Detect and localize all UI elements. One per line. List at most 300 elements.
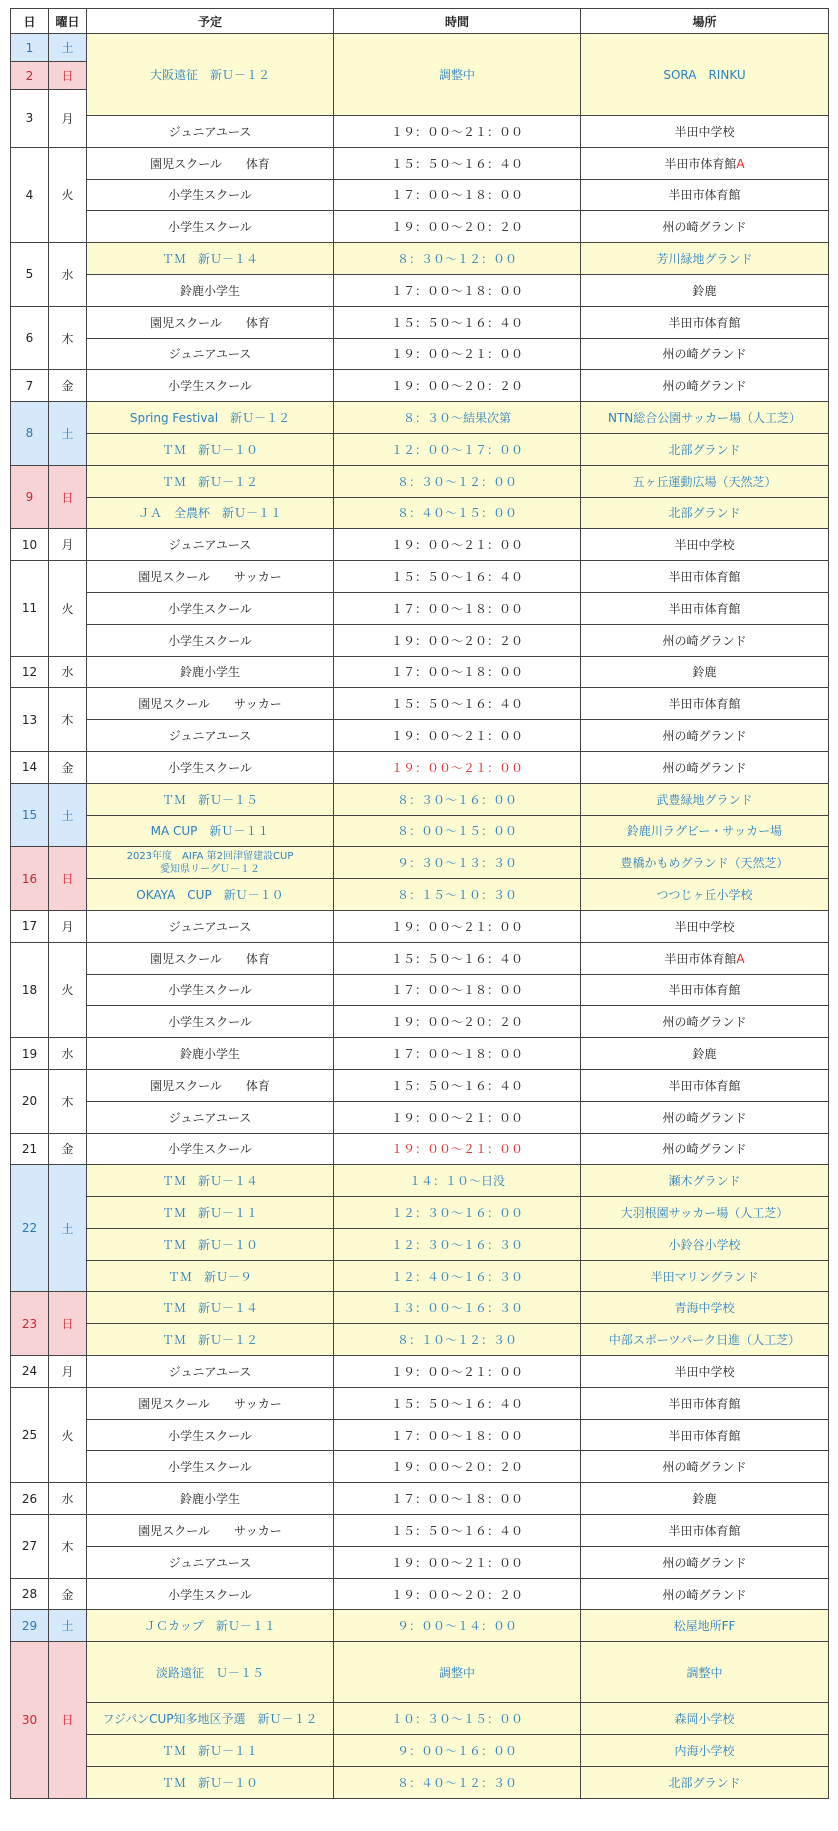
event-cell: ＴＭ 新Ｕ－１０ [87,1766,334,1798]
place-name: 半田市体育館 [668,1523,741,1538]
place-name: 州の崎グランド [662,347,747,362]
table-row [11,338,829,370]
place-name: 鈴鹿 [692,1492,717,1507]
event-cell: ジュニアユース [87,1101,334,1133]
weekday-cell: 木 [49,688,87,752]
event-cell: 小学生スクール [87,370,334,402]
day-cell: 15 [11,783,49,847]
event-cell: 小学生スクール [87,1578,334,1610]
day-cell: 14 [11,751,49,783]
place-cell [581,942,829,974]
weekday-cell: 月 [49,90,87,148]
table-row [11,1069,829,1101]
weekday-cell: 月 [49,910,87,942]
day-cell: 25 [11,1387,49,1482]
place-cell [581,1038,829,1070]
time-cell: １９：００～２１：００ [334,1101,581,1133]
place-cell [581,688,829,720]
place-cell [581,1292,829,1324]
time-cell: １７：００～１８：００ [334,656,581,688]
day-cell: 17 [11,910,49,942]
time-cell: １７：００～１８：００ [334,974,581,1006]
table-row [11,656,829,688]
time-cell: １２：３０～１６：００ [334,1197,581,1229]
table-row [11,592,829,624]
day-cell: 6 [11,306,49,370]
weekday-cell: 水 [49,656,87,688]
table-row [11,815,829,847]
place-cell [581,1260,829,1292]
place-name: NTN総合公園サッカー場（人工芝） [607,411,802,426]
table-row [11,1101,829,1133]
table-row [11,1515,829,1547]
table-row [11,243,829,275]
place-cell [581,1101,829,1133]
table-row [11,1735,829,1767]
time-cell: ９：３０～１３：３０ [334,847,581,879]
day-cell: 5 [11,243,49,307]
day-cell: 4 [11,147,49,242]
place-name: 内海小学校 [674,1743,735,1758]
place-name: 半田中学校 [674,538,735,553]
place-name: つつじヶ丘小学校 [656,888,753,903]
place-name: 半田市体育館 [668,601,741,616]
table-row [11,1578,829,1610]
table-row [11,370,829,402]
table-row [11,942,829,974]
place-name: 小鈴谷小学校 [668,1237,741,1252]
place-name: 州の崎グランド [662,1142,747,1157]
place-cell [581,497,829,529]
table-row [11,1546,829,1578]
day-cell: 23 [11,1292,49,1356]
table-row [11,1133,829,1165]
time-cell: １９：００～２１：００ [334,720,581,752]
place-cell [581,1006,829,1038]
table-row [11,1766,829,1798]
place-name: 半田市体育館 [668,570,741,585]
place-cell [581,179,829,211]
table-row [11,783,829,815]
place-name: 半田市体育館 [668,315,741,330]
time-cell: ８：３０～結果次第 [334,402,581,434]
time-cell: １９：００～２０：２０ [334,1006,581,1038]
table-row [11,624,829,656]
table-row [11,1642,829,1703]
time-cell: １９：００～２１：００ [334,1356,581,1388]
table-row [11,529,829,561]
table-row [11,1038,829,1070]
table-row [11,1451,829,1483]
table-row [11,1356,829,1388]
place-name: 松屋地所FF [673,1619,736,1634]
place-name: 半田マリングランド [650,1269,759,1284]
time-cell: １９：００～２０：２０ [334,1578,581,1610]
time-cell: ８：３０～１２：００ [334,465,581,497]
event-cell: ＴＭ 新Ｕ－１４ [87,1292,334,1324]
day-cell: 7 [11,370,49,402]
table-row [11,1165,829,1197]
place-name: 五ヶ丘運動広場（天然芝） [632,474,777,489]
day-cell: 27 [11,1515,49,1579]
event-cell: 大阪遠征 新Ｕ－１２ [87,34,334,116]
table-row [11,179,829,211]
place-cell [581,1451,829,1483]
event-cell: ＴＭ 新Ｕ－１５ [87,783,334,815]
place-cell [581,1483,829,1515]
place-cell [581,1324,829,1356]
time-cell: １７：００～１８：００ [334,274,581,306]
time-cell: ９：００～１４：００ [334,1610,581,1642]
weekday-cell: 木 [49,1515,87,1579]
header-place: 場所 [581,9,829,34]
time-cell: １９：００～２０：２０ [334,211,581,243]
table-row [11,751,829,783]
event-cell [87,847,334,879]
day-cell: 13 [11,688,49,752]
event-cell: ジュニアユース [87,1356,334,1388]
weekday-cell: 水 [49,243,87,307]
table-row [11,1387,829,1419]
header-weekday: 曜日 [49,9,87,34]
place-cell [581,1069,829,1101]
schedule-body [11,34,829,1799]
place-name: SORA RINKU [663,68,746,82]
table-row [11,847,829,879]
table-row [11,211,829,243]
place-name: 鈴鹿 [692,283,717,298]
time-cell: １９：００～２１：００ [334,1546,581,1578]
event-cell: ＴＭ 新Ｕ－１１ [87,1197,334,1229]
table-row [11,720,829,752]
event-cell: ジュニアユース [87,910,334,942]
place-cell [581,624,829,656]
place-cell [581,561,829,593]
time-cell: １５：５０～１６：４０ [334,306,581,338]
event-cell: 園児スクール 体育 [87,942,334,974]
place-name: 半田市体育館 [668,1428,741,1443]
header-row [11,9,829,34]
place-mark: A [736,951,745,966]
time-cell: １０：３０～１５：００ [334,1703,581,1735]
day-cell: 3 [11,90,49,148]
place-name: 州の崎グランド [662,379,747,394]
table-row [11,465,829,497]
table-row [11,688,829,720]
table-row [11,497,829,529]
header-day: 日 [11,9,49,34]
event-cell: 園児スクール 体育 [87,1069,334,1101]
event-cell: 園児スクール サッカー [87,561,334,593]
place-name: 州の崎グランド [662,1460,747,1475]
place-name: 瀬木グランド [668,1174,741,1189]
time-cell: ８：００～１５：００ [334,815,581,847]
event-cell: 園児スクール 体育 [87,306,334,338]
time-cell: ８：３０～１２：００ [334,243,581,275]
event-cell: フジパンCUP知多地区予選 新Ｕ－１２ [87,1703,334,1735]
place-name: 半田市体育館 [664,951,737,966]
time-cell: １４：１０～日没 [334,1165,581,1197]
place-cell [581,1546,829,1578]
time-cell: １９：００～２１：００ [334,116,581,148]
time-cell: １７：００～１８：００ [334,179,581,211]
table-row [11,1197,829,1229]
event-cell: ＴＭ 新Ｕ－１２ [87,465,334,497]
table-row [11,1228,829,1260]
day-cell: 18 [11,942,49,1037]
day-cell: 26 [11,1483,49,1515]
table-row [11,974,829,1006]
place-name: 鈴鹿 [692,665,717,680]
place-name: 調整中 [686,1665,723,1680]
table-row [11,561,829,593]
table-row [11,402,829,434]
time-cell: １９：００～２１：００ [334,529,581,561]
weekday-cell: 火 [49,1387,87,1482]
place-cell [581,1197,829,1229]
event-title-line1: 2023年度 AIFA 第2回津留建設CUP [126,850,294,862]
table-row [11,879,829,911]
place-name: 北部グランド [668,442,741,457]
place-cell [581,1766,829,1798]
weekday-cell: 火 [49,147,87,242]
weekday-cell: 土 [49,783,87,847]
event-cell: ジュニアユース [87,529,334,561]
place-cell [581,338,829,370]
table-row [11,1610,829,1642]
table-row [11,433,829,465]
event-cell: ジュニアユース [87,720,334,752]
table-row [11,147,829,179]
table-row [11,1292,829,1324]
place-cell [581,1165,829,1197]
time-cell: 調整中 [334,34,581,116]
place-name: 武豊緑地グランド [656,792,753,807]
time-cell: ８：１５～１０：３０ [334,879,581,911]
weekday-cell: 金 [49,370,87,402]
schedule-table [10,8,829,1799]
event-cell: ＴＭ 新Ｕ－１０ [87,1228,334,1260]
weekday-cell: 土 [49,1165,87,1292]
place-cell [581,1419,829,1451]
event-cell: 鈴鹿小学生 [87,274,334,306]
time-cell: １７：００～１８：００ [334,592,581,624]
place-cell [581,592,829,624]
event-cell: 園児スクール サッカー [87,1515,334,1547]
event-cell: 小学生スクール [87,624,334,656]
time-cell: １３：００～１６：３０ [334,1292,581,1324]
time-cell: ８：１０～１２：３０ [334,1324,581,1356]
place-name: 豊橋かもめグランド（天然芝） [620,856,789,871]
header-event: 予定 [87,9,334,34]
event-cell: 小学生スクール [87,1451,334,1483]
weekday-cell: 金 [49,1578,87,1610]
day-cell: 9 [11,465,49,529]
day-cell: 19 [11,1038,49,1070]
event-cell: 小学生スクール [87,592,334,624]
time-cell: １２：３０～１６：３０ [334,1228,581,1260]
weekday-cell: 日 [49,1292,87,1356]
event-cell: MA CUP 新Ｕ－１１ [87,815,334,847]
day-cell: 21 [11,1133,49,1165]
weekday-cell: 木 [49,1069,87,1133]
place-cell [581,274,829,306]
day-cell: 8 [11,402,49,466]
place-name: 鈴鹿川ラグビー・サッカー場 [626,824,783,839]
time-cell: １７：００～１８：００ [334,1483,581,1515]
time-cell: １９：００～２１：００ [334,1133,581,1165]
table-row [11,1703,829,1735]
event-cell: 小学生スクール [87,974,334,1006]
event-cell: 鈴鹿小学生 [87,1483,334,1515]
time-cell: １２：００～１７：００ [334,433,581,465]
header-time: 時間 [334,9,581,34]
place-cell [581,1387,829,1419]
event-cell: ジュニアユース [87,338,334,370]
table-row [11,1006,829,1038]
place-cell [581,147,829,179]
table-row [11,274,829,306]
event-cell: ジュニアユース [87,116,334,148]
event-cell: Spring Festival 新Ｕ－１２ [87,402,334,434]
table-row [11,1483,829,1515]
table-row [11,116,829,148]
place-name: 半田中学校 [674,919,735,934]
weekday-cell: 土 [49,34,87,62]
day-cell: 29 [11,1610,49,1642]
table-row [11,34,829,62]
place-cell [581,211,829,243]
event-cell: 小学生スクール [87,179,334,211]
event-cell: 小学生スクール [87,211,334,243]
time-cell: １９：００～２０：２０ [334,370,581,402]
event-cell: 園児スクール サッカー [87,1387,334,1419]
event-cell: 小学生スクール [87,751,334,783]
time-cell: １５：５０～１６：４０ [334,1387,581,1419]
event-cell: ＴＭ 新Ｕ－９ [87,1260,334,1292]
place-name: 大羽根園サッカー場（人工芝） [620,1205,789,1220]
place-cell [581,34,829,116]
time-cell: １９：００～２０：２０ [334,624,581,656]
event-cell: 小学生スクール [87,1133,334,1165]
place-mark: A [736,156,745,171]
weekday-cell: 火 [49,561,87,656]
place-name: 北部グランド [668,506,741,521]
weekday-cell: 金 [49,751,87,783]
place-name: 北部グランド [668,1775,741,1790]
place-cell [581,116,829,148]
place-cell [581,306,829,338]
place-cell [581,1133,829,1165]
weekday-cell: 土 [49,1610,87,1642]
weekday-cell: 水 [49,1038,87,1070]
weekday-cell: 日 [49,847,87,911]
day-cell: 10 [11,529,49,561]
day-cell: 30 [11,1642,49,1798]
time-cell: ８：３０～１６：００ [334,783,581,815]
day-cell: 2 [11,62,49,90]
weekday-cell: 水 [49,1483,87,1515]
event-cell: 淡路遠征 Ｕ－１５ [87,1642,334,1703]
place-name: 半田市体育館 [668,983,741,998]
time-cell: １５：５０～１６：４０ [334,688,581,720]
weekday-cell: 金 [49,1133,87,1165]
place-cell [581,656,829,688]
weekday-cell: 日 [49,62,87,90]
place-cell [581,370,829,402]
time-cell: １５：５０～１６：４０ [334,1515,581,1547]
time-cell: １５：５０～１６：４０ [334,1069,581,1101]
place-name: 州の崎グランド [662,1015,747,1030]
place-cell [581,1735,829,1767]
event-cell: ＴＭ 新Ｕ－１１ [87,1735,334,1767]
place-cell [581,529,829,561]
place-name: 青海中学校 [674,1301,735,1316]
place-cell [581,1356,829,1388]
place-cell [581,1228,829,1260]
place-name: 芳川緑地グランド [656,252,753,267]
weekday-cell: 火 [49,942,87,1037]
event-cell: ＴＭ 新Ｕ－１０ [87,433,334,465]
day-cell: 22 [11,1165,49,1292]
place-name: 半田市体育館 [668,188,741,203]
place-cell [581,1703,829,1735]
place-cell [581,847,829,879]
table-row [11,1324,829,1356]
event-cell: ＴＭ 新Ｕ－１４ [87,243,334,275]
day-cell: 12 [11,656,49,688]
place-cell [581,465,829,497]
place-name: 半田中学校 [674,1364,735,1379]
place-cell [581,910,829,942]
day-cell: 20 [11,1069,49,1133]
event-cell: ジュニアユース [87,1546,334,1578]
place-name: 半田中学校 [674,124,735,139]
table-row [11,910,829,942]
event-cell: 小学生スクール [87,1006,334,1038]
weekday-cell: 木 [49,306,87,370]
event-cell: ＴＭ 新Ｕ－１４ [87,1165,334,1197]
event-cell: 園児スクール 体育 [87,147,334,179]
place-name: 鈴鹿 [692,1047,717,1061]
place-name: 州の崎グランド [662,633,747,648]
event-cell: OKAYA CUP 新Ｕ－１０ [87,879,334,911]
place-cell [581,1515,829,1547]
place-cell [581,1610,829,1642]
place-cell [581,751,829,783]
day-cell: 16 [11,847,49,911]
place-cell [581,783,829,815]
weekday-cell: 月 [49,529,87,561]
day-cell: 28 [11,1578,49,1610]
time-cell: １７：００～１８：００ [334,1038,581,1070]
place-name: 州の崎グランド [662,1555,747,1570]
time-cell: 調整中 [334,1642,581,1703]
event-title-line2: 愛知県リーグＵ－１２ [160,863,260,875]
place-name: 州の崎グランド [662,220,747,235]
time-cell: １９：００～２１：００ [334,910,581,942]
weekday-cell: 日 [49,1642,87,1798]
time-cell: １５：５０～１６：４０ [334,561,581,593]
event-cell: ＪＣカップ 新Ｕ－１１ [87,1610,334,1642]
event-cell: ＪＡ 全農杯 新Ｕ－１１ [87,497,334,529]
time-cell: ８：４０～１５：００ [334,497,581,529]
place-cell [581,974,829,1006]
time-cell: １９：００～２１：００ [334,751,581,783]
place-name: 中部スポーツパーク日進（人工芝） [608,1333,801,1348]
event-cell: 小学生スクール [87,1419,334,1451]
place-name: 州の崎グランド [662,1110,747,1125]
